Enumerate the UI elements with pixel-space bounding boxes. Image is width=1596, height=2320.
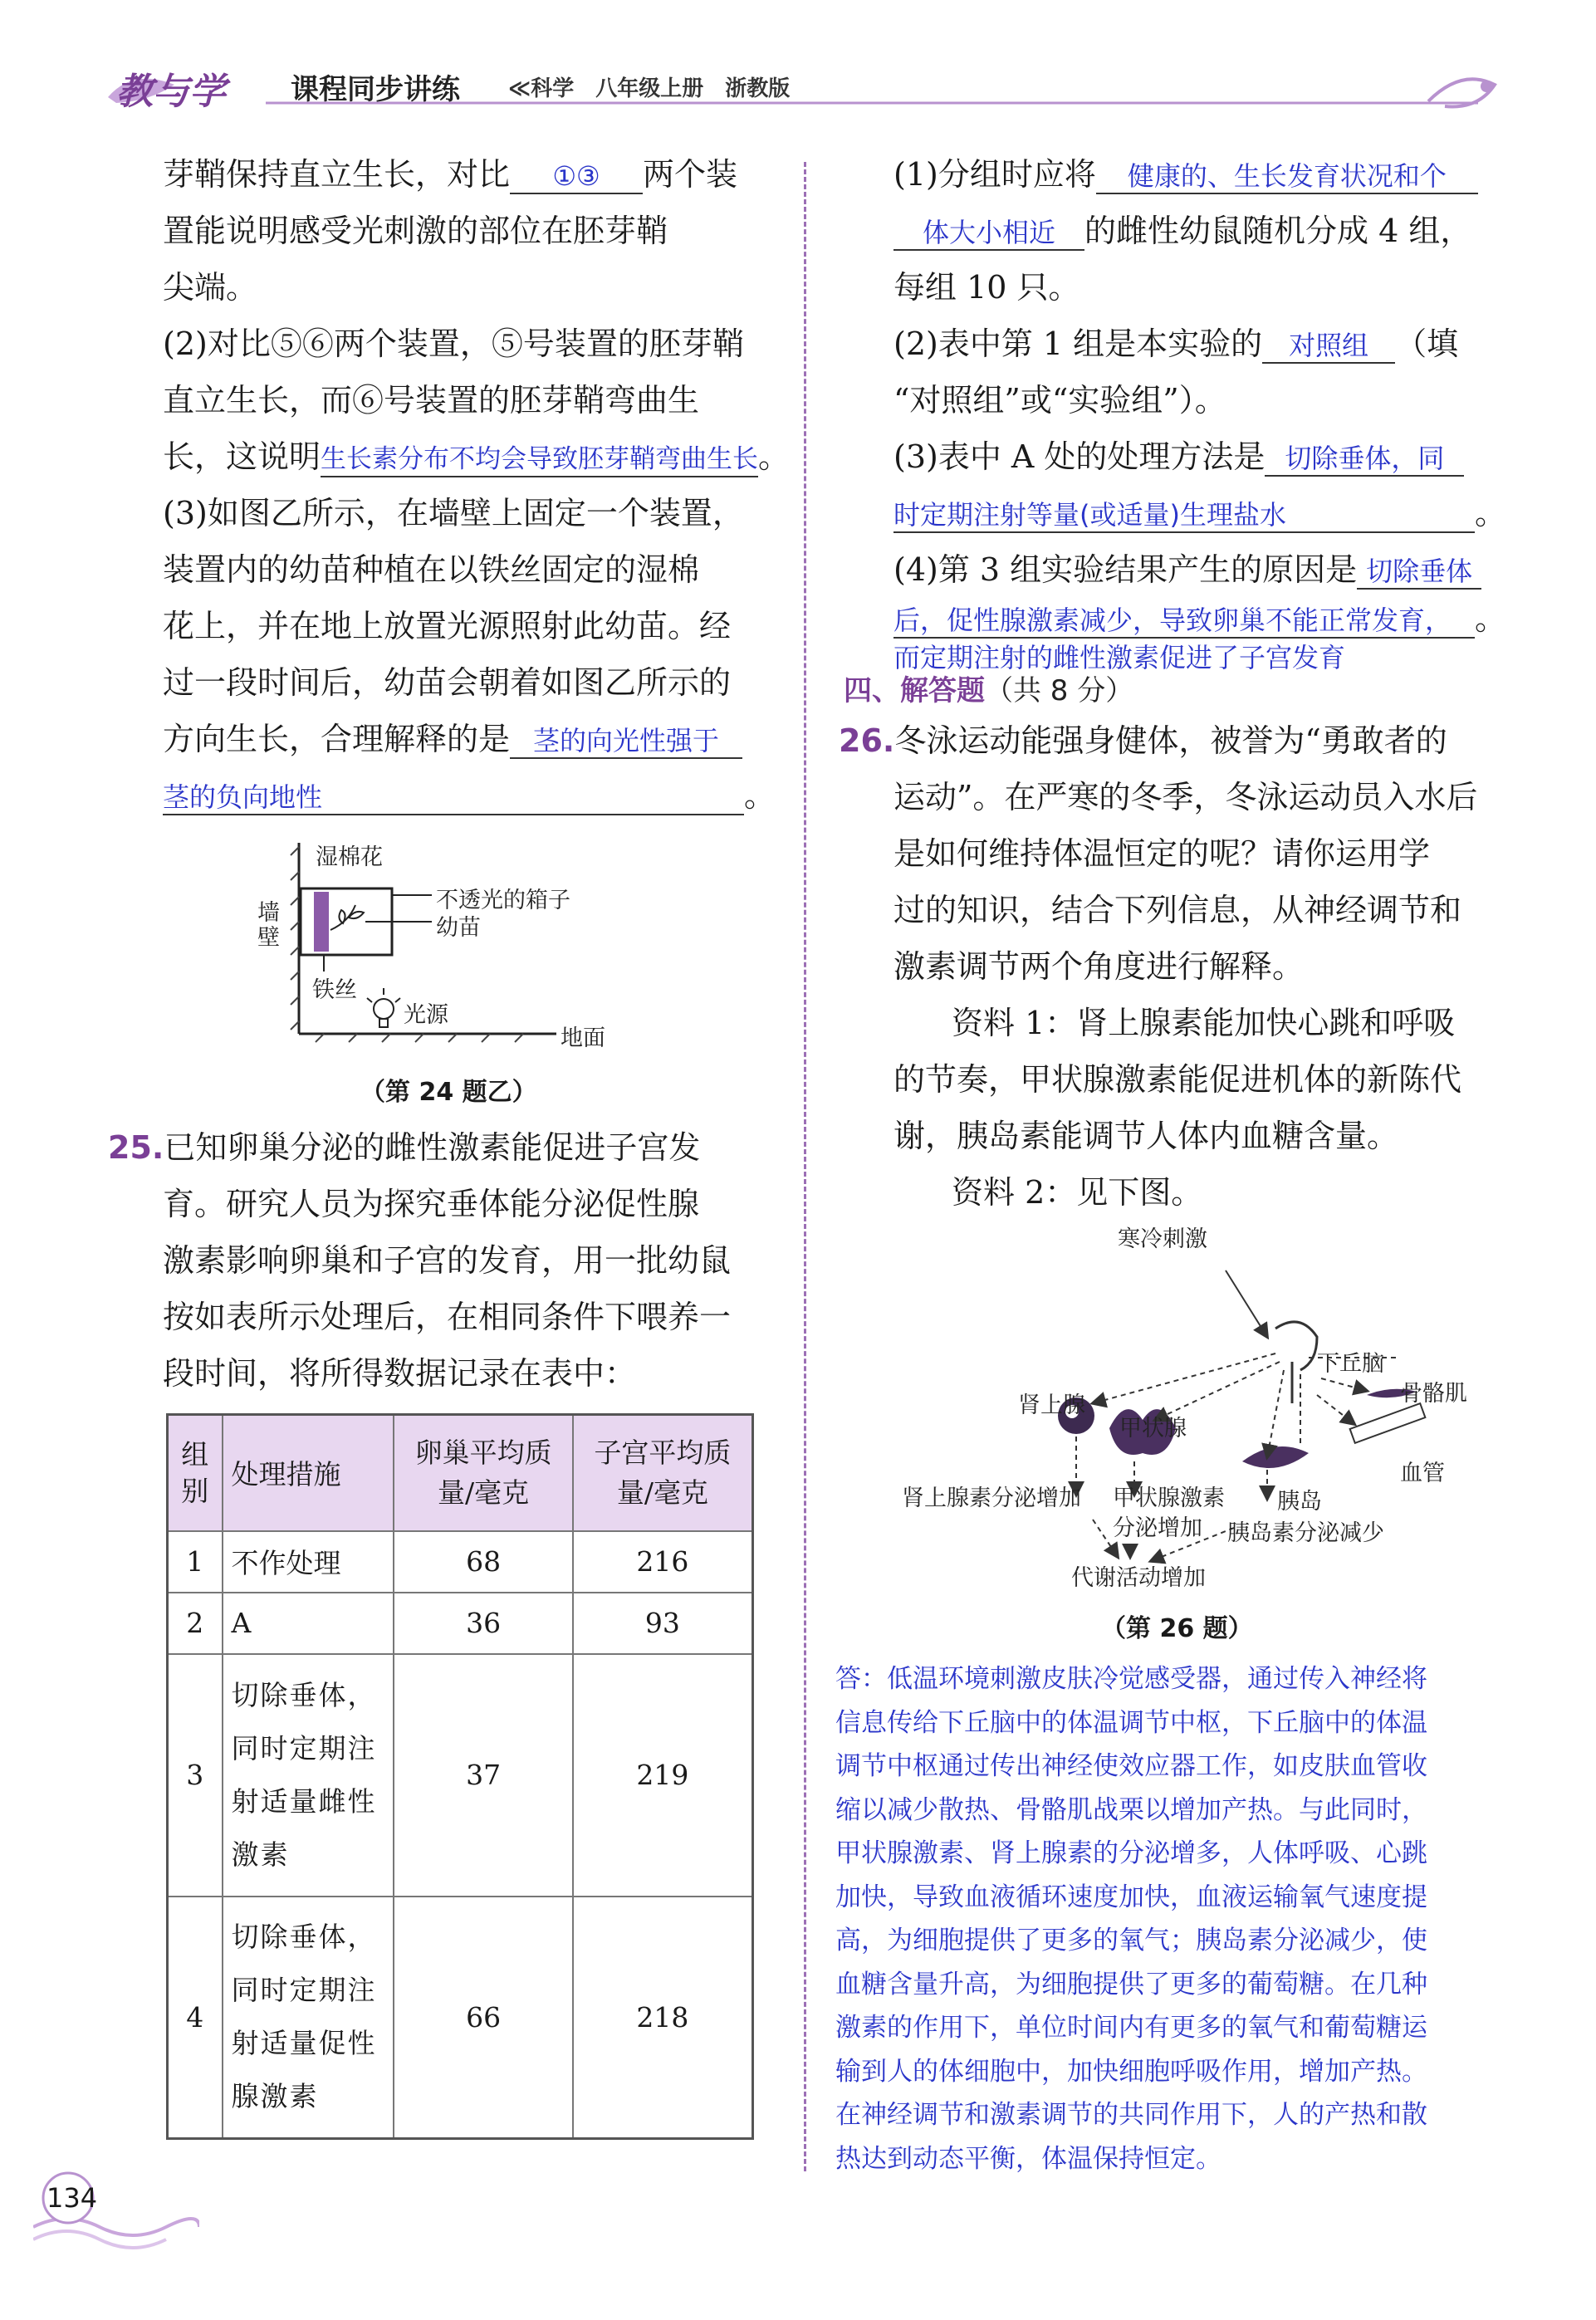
label-vessel: 血管 [1400, 1461, 1445, 1486]
page-number-badge [33, 2169, 199, 2252]
label-adrenal: 肾上腺 [1018, 1392, 1085, 1418]
header-meta [508, 71, 811, 102]
label-adrenaline: 肾上腺素分泌增加 [902, 1485, 1081, 1511]
section-title: 四、解答题（共 8 分） [844, 674, 1134, 707]
right-column: (1)分组时应将 健康的、生长发育状况和个 体大小相近 的雌性幼鼠随机分成 4 组， 每组 10 只。 (2)表中第 1 组是本实验的 对照组 （填 “对照组”或“实验组”）。 (3)表中 A 处的处理方法是 切除垂体，同 时定期注射等量(或适量)生理盐水 。 (4)第 3 组实验结果产生的原因是 切除垂体 后，促性腺激素减少，导致卵巢不能正常发育， 。 而定期注射的雌性激素促进了子宫发育 [893, 146, 1508, 676]
label-wire: 铁丝 [312, 977, 357, 1003]
table-row: 1 不作处理 68 216 [168, 1531, 753, 1593]
q24-answer-3b: 茎的负向地性 [163, 781, 744, 815]
q26-answer: 答：低温环境刺激皮肤冷觉感受器，通过传入神经将 信息传给下丘脑中的体温调节中枢，下丘脑中的体温 调节中枢通过传出神经使效应器工作，如皮肤血管收 缩以减少散热、骨骼肌战栗以增加产热。与此同时， 甲状腺激素、肾上腺素的分泌增多，人体呼吸、心跳 加快，导致血液循环速度加快，血液运输氧气速度提 高，为细胞提供了更多的氧气；胰岛素分泌减少，使 血糖含量升高，为细胞提供了更多的葡萄糖。在几种 激素的作用下，单位时间内有更多的氧气和葡萄糖运 输到人的体细胞中，加快细胞呼吸作用，增加产热。 在神经调节和激素调节的共同作用下，人的产热和散 热达到动态平衡，体温保持恒定。 [835, 1664, 1427, 2174]
q24-line3: 尖端。 [163, 269, 258, 306]
q25-answer-2: 对照组 [1262, 329, 1395, 364]
q25-answer-4c: 而定期注射的雌性激素促进了子宫发育 [893, 642, 1346, 673]
q25-answer-4a: 切除垂体 [1357, 555, 1481, 590]
label-pancreas: 胰岛 [1277, 1489, 1322, 1515]
table-row: 4 切除垂体，同时定期注射适量促性腺激素 66 218 [168, 1897, 753, 2139]
q25-answer-3b: 时定期注射等量(或适量)生理盐水 [893, 498, 1475, 533]
left-column [163, 146, 791, 824]
q25-answer-1b: 体大小相近 [893, 216, 1084, 251]
th-uterus: 子宫平均质量/毫克 [573, 1415, 753, 1531]
figure-26 [902, 1221, 1500, 1603]
label-light: 光源 [404, 1002, 448, 1028]
q24-p3-line5: 方向生长，合理解释的是 茎的向光性强于 [163, 711, 769, 767]
label-thyroxine-b: 分泌增加 [1113, 1515, 1202, 1541]
q24-line1: 芽鞘保持直立生长，对比 ①③ 两个装 [163, 156, 738, 193]
q24-p2-line3: 长，这说明生长素分布不均会导致胚芽鞘弯曲生长。 [163, 428, 769, 485]
q25-table [166, 1413, 754, 2140]
subject: ≪科学 [508, 76, 575, 101]
q24-p3-line1: (3)如图乙所示，在墙壁上固定一个装置， [163, 495, 744, 531]
page-number: 134 [47, 2182, 98, 2214]
figure-24b [257, 839, 639, 1051]
label-insulin: 胰岛素分泌减少 [1227, 1520, 1384, 1546]
label-wall: 墙壁 [257, 900, 280, 951]
q24-p3-line4: 过一段时间后，幼苗会朝着如图乙所示的 [163, 664, 732, 701]
label-ground: 地面 [561, 1025, 605, 1051]
th-treatment: 处理措施 [223, 1415, 394, 1531]
q26-stem: 26.冬泳运动能强身健体，被誉为“勇敢者的 运动”。在严寒的冬季，冬泳运动员入水后 是如何维持体温恒定的呢？请你运用学 过的知识，结合下列信息，从神经调节和 激素调节两个角度进行解释。 资料 1：肾上腺素能加快心跳和呼吸 的节奏，甲状腺激素能促进机体的新陈代 谢，胰岛素能调节人体内血糖含量。 资料 2：见下图。 [839, 722, 1478, 1211]
label-hypothalamus: 下丘脑 [1317, 1351, 1384, 1377]
label-muscle: 骨骼肌 [1400, 1381, 1467, 1407]
label-seedling: 幼苗 [436, 915, 481, 941]
q24-p3-line6: 茎的负向地性 。 [163, 777, 776, 814]
figure-24b-drawing [257, 839, 639, 1046]
q24-answer-3a: 茎的向光性强于 [510, 724, 742, 759]
table-row: 2 A 36 93 [168, 1593, 753, 1654]
q24-line2: 置能说明感受光刺激的部位在胚芽鞘 [163, 213, 668, 249]
q25-stem: 25.已知卵巢分泌的雌性激素能促进子宫发 育。研究人员为探究垂体能分泌促性腺 激素影响卵巢和子宫的发育，用一批幼鼠 按如表所示处理后，在相同条件下喂养一 段时间，将所得数据记录在表中： [108, 1129, 732, 1392]
figure-24b-caption: （第 24 题乙） [360, 1078, 537, 1107]
th-ovary: 卵巢平均质量/毫克 [394, 1415, 572, 1531]
label-thyroxine-a: 甲状腺激素 [1113, 1485, 1225, 1511]
q25-answer-4b: 后，促性腺激素减少，导致卵巢不能正常发育， [893, 604, 1475, 639]
edition: 浙教版 [725, 76, 791, 101]
q24-p3-line2: 装置内的幼苗种植在以铁丝固定的湿棉 [163, 551, 700, 588]
brand-logo: 教与学 [116, 71, 226, 113]
th-group: 组别 [168, 1415, 223, 1531]
q24-answer-1: ①③ [510, 159, 643, 194]
grade: 八年级上册 [595, 76, 704, 101]
header [0, 0, 1596, 116]
q25-number: 25. [108, 1129, 164, 1166]
figure-26-caption: （第 26 题） [1101, 1614, 1253, 1643]
q25-answer-3a: 切除垂体，同 [1265, 442, 1464, 477]
figure-26-drawing [902, 1221, 1500, 1603]
label-cold: 寒冷刺激 [1118, 1226, 1207, 1252]
q24-p3-line3: 花上，并在地上放置光源照射此幼苗。经 [163, 608, 732, 644]
label-cotton: 湿棉花 [316, 844, 383, 870]
label-metabolism: 代谢活动增加 [1071, 1565, 1206, 1591]
q26-number: 26. [839, 722, 895, 759]
q24-p2-line1: (2)对比⑤⑥两个装置，⑤号装置的胚芽鞘 [163, 325, 744, 362]
label-thyroid: 甲状腺 [1119, 1416, 1187, 1441]
q25-answer-1a: 健康的、生长发育状况和个 [1096, 159, 1478, 194]
q24-p2-line2: 直立生长，而⑥号装置的胚芽鞘弯曲生 [163, 382, 700, 418]
label-box: 不透光的箱子 [436, 888, 570, 913]
q24-answer-2: 生长素分布不均会导致胚芽鞘弯曲生长 [321, 443, 758, 477]
table-row: 3 切除垂体，同时定期注射适量雌性激素 37 219 [168, 1654, 753, 1897]
series-title: 课程同步讲练 [291, 73, 460, 106]
column-divider [804, 162, 806, 2171]
